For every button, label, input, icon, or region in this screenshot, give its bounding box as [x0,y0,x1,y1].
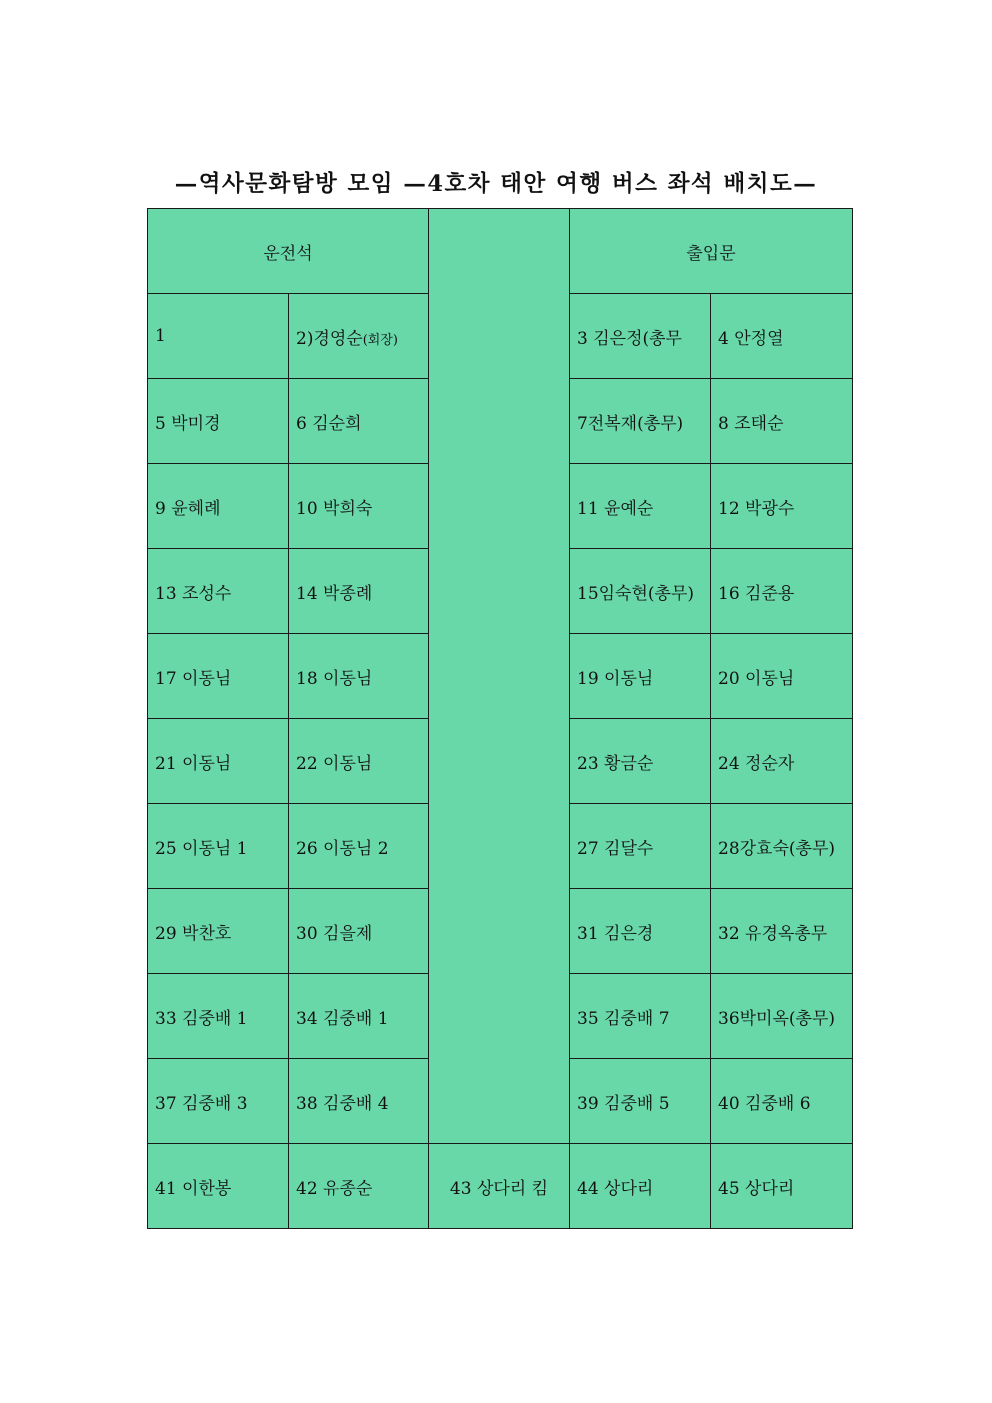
aisle [429,209,570,1144]
seat-cell[interactable]: 45 상다리 [711,1144,853,1229]
seat-cell[interactable]: 1 [148,294,289,379]
seat-cell[interactable]: 38 김중배 4 [289,1059,429,1144]
seat-cell[interactable]: 43 상다리 킴 [429,1144,570,1229]
page-title: —역사문화탐방 모임 —4호차 태안 여행 버스 좌석 배치도— [174,171,818,197]
seat-cell[interactable]: 23 황금순 [570,719,711,804]
driver-seat-label: 운전석 [148,209,429,294]
seat-cell[interactable]: 27 김달수 [570,804,711,889]
seat-cell[interactable]: 19 이동님 [570,634,711,719]
seat-cell[interactable]: 32 유경옥총무 [711,889,853,974]
seat-role-note: (회장) [362,332,398,348]
seat-cell[interactable]: 14 박종례 [289,549,429,634]
seat-cell[interactable]: 42 유종순 [289,1144,429,1229]
seat-cell[interactable]: 41 이한봉 [148,1144,289,1229]
seat-cell[interactable]: 21 이동님 [148,719,289,804]
back-seat-row [148,1144,853,1229]
seat-cell[interactable]: 15임숙현(총무) [570,549,711,634]
seat-cell[interactable]: 3 김은정(총무 [570,294,711,379]
seat-cell[interactable]: 35 김중배 7 [570,974,711,1059]
seat-cell[interactable]: 39 김중배 5 [570,1059,711,1144]
seat-cell[interactable]: 9 윤혜례 [148,464,289,549]
seat-cell[interactable]: 17 이동님 [148,634,289,719]
seat-cell[interactable]: 37 김중배 3 [148,1059,289,1144]
seat-cell[interactable]: 31 김은경 [570,889,711,974]
seat-cell[interactable]: 16 김준용 [711,549,853,634]
seat-cell[interactable]: 34 김중배 1 [289,974,429,1059]
seat-cell[interactable]: 7전복재(총무) [570,379,711,464]
seat-cell[interactable]: 6 김순희 [289,379,429,464]
header-row [148,209,853,294]
seat-cell[interactable]: 25 이동님 1 [148,804,289,889]
seat-cell[interactable]: 12 박광수 [711,464,853,549]
seat-cell[interactable]: 5 박미경 [148,379,289,464]
seat-cell[interactable] [289,294,429,379]
seat-cell[interactable]: 20 이동님 [711,634,853,719]
entrance-door-label: 출입문 [570,209,853,294]
seat-cell[interactable]: 44 상다리 [570,1144,711,1229]
seat-cell[interactable]: 30 김을제 [289,889,429,974]
seat-cell[interactable]: 29 박찬호 [148,889,289,974]
seat-cell[interactable]: 4 안정열 [711,294,853,379]
seat-cell[interactable]: 26 이동님 2 [289,804,429,889]
seat-label: 2)경영순 [296,328,363,349]
seat-cell[interactable]: 11 윤예순 [570,464,711,549]
seat-chart-table [147,208,853,1229]
seat-cell[interactable]: 22 이동님 [289,719,429,804]
seat-cell[interactable]: 24 정순자 [711,719,853,804]
seat-cell[interactable]: 18 이동님 [289,634,429,719]
seat-cell[interactable]: 13 조성수 [148,549,289,634]
seat-cell[interactable]: 36박미옥(총무) [711,974,853,1059]
seat-cell[interactable]: 40 김중배 6 [711,1059,853,1144]
seat-cell[interactable]: 33 김중배 1 [148,974,289,1059]
seat-cell[interactable]: 8 조태순 [711,379,853,464]
seat-cell[interactable]: 28강효숙(총무) [711,804,853,889]
seat-cell[interactable]: 10 박희숙 [289,464,429,549]
